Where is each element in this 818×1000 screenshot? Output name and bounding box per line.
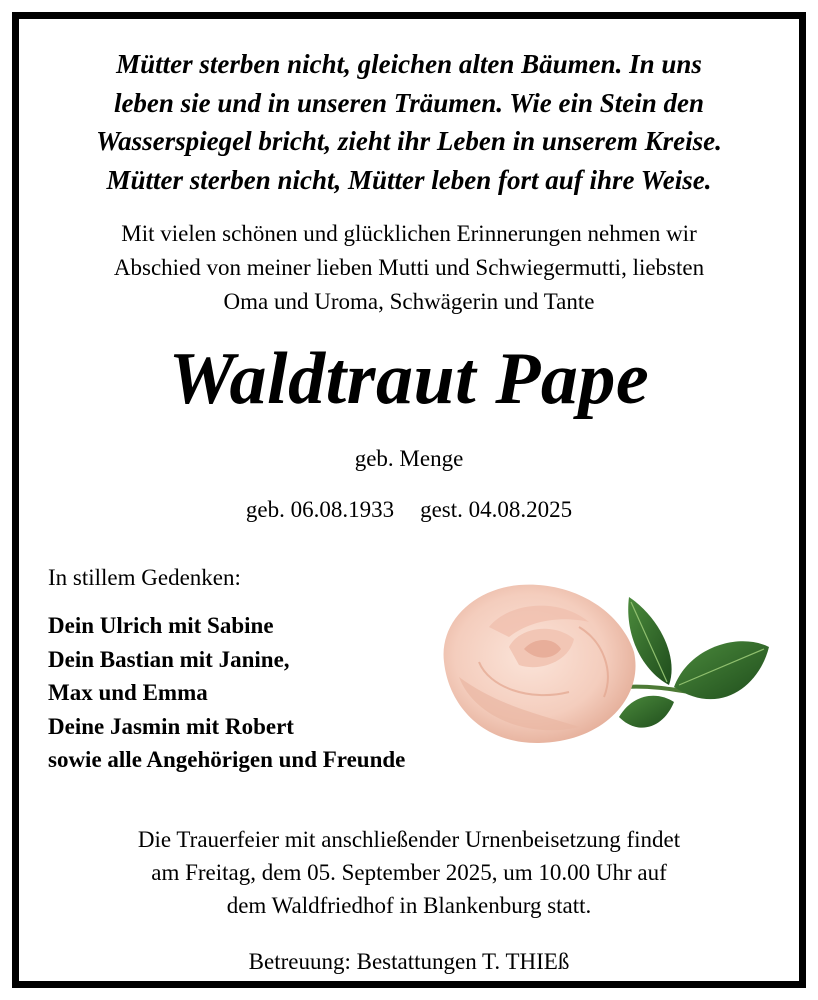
mourner-line: Dein Ulrich mit Sabine <box>48 613 274 638</box>
mourner-line: sowie alle Angehörigen und Freunde <box>48 747 406 772</box>
ceremony-line: am Freitag, dem 05. September 2025, um 10.00 Uhr auf <box>151 860 667 885</box>
undertaker-credit: Betreuung: Bestattungen T. THIEß <box>248 949 570 974</box>
life-dates <box>19 495 799 525</box>
deceased-name: Waldtraut Pape <box>168 338 650 420</box>
rose-image <box>419 567 779 747</box>
maiden-name: geb. Menge <box>354 446 464 471</box>
ceremony-line: dem Waldfriedhof in Blankenburg statt. <box>226 893 592 918</box>
mourners-list <box>48 609 405 777</box>
mourner-line: Dein Bastian mit Janine, <box>48 646 290 672</box>
obituary-frame <box>12 12 806 988</box>
birth-date: geb. 06.08.1933 <box>245 497 395 522</box>
poem-line: Wasserspiegel bricht, zieht ihr Leben in unserem Kreise. <box>96 126 722 156</box>
memory-label: In stillem Gedenken: <box>48 565 241 590</box>
intro-line: Mit vielen schönen und glücklichen Erinnerungen nehmen wir <box>121 221 697 246</box>
ceremony-info <box>19 823 799 922</box>
intro-text <box>19 217 799 319</box>
poem-line: Mütter sterben nicht, Mütter leben fort auf ihre Weise. <box>106 164 712 195</box>
ceremony-line: Die Trauerfeier mit anschließender Urnenbeisetzung findet <box>137 827 681 852</box>
poem-line: leben sie und in unseren Träumen. Wie ein Stein den <box>113 87 705 118</box>
intro-line: Oma und Uroma, Schwägerin und Tante <box>223 289 595 314</box>
intro-line: Abschied von meiner lieben Mutti und Schwiegermutti, liebsten <box>113 255 705 280</box>
poem <box>19 45 799 199</box>
poem-line: Mütter sterben nicht, gleichen alten Bäumen. In uns <box>116 49 702 79</box>
death-date: gest. 04.08.2025 <box>420 497 573 522</box>
mourner-line: Max und Emma <box>48 680 208 705</box>
mourner-line: Deine Jasmin mit Robert <box>48 713 294 739</box>
